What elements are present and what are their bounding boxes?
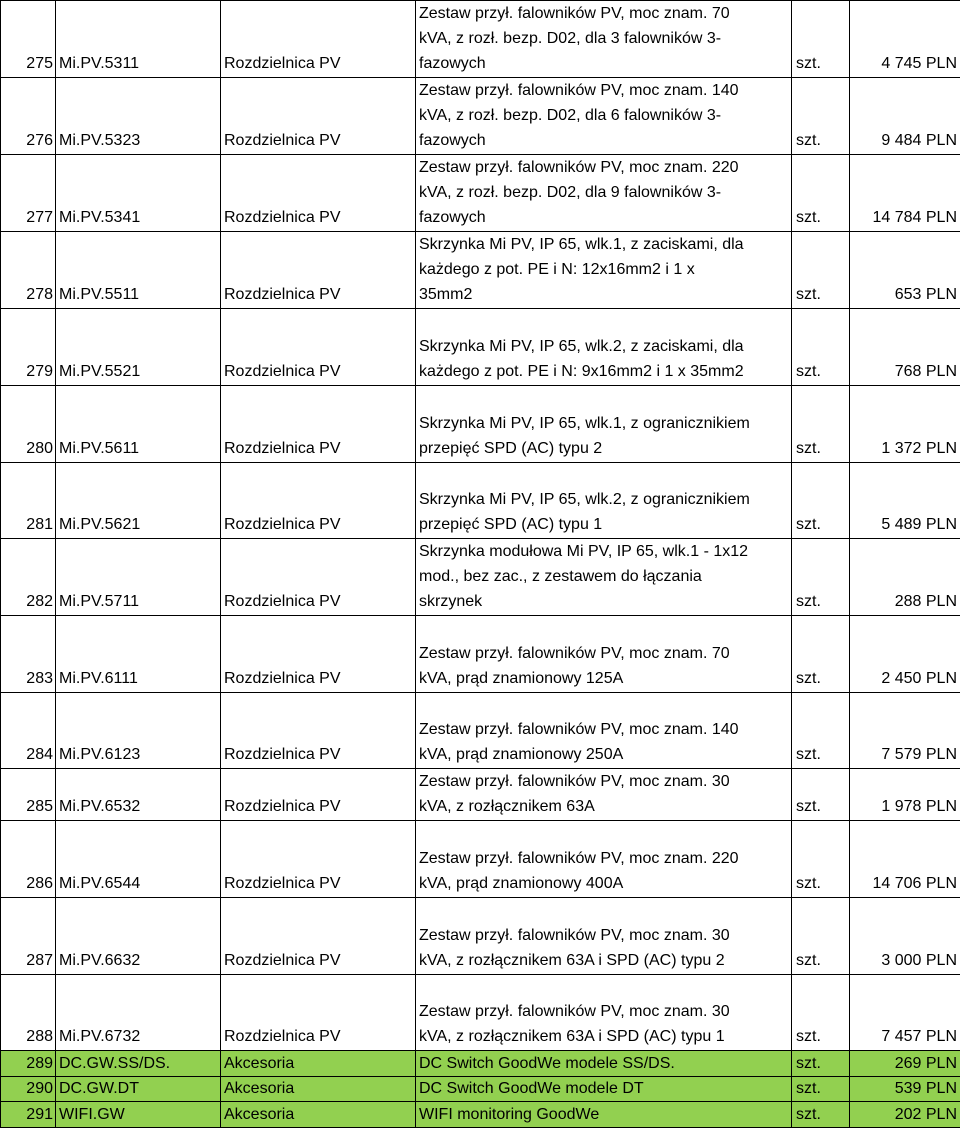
table-row <box>1 309 960 386</box>
table-row <box>1 539 960 616</box>
unit-cell: szt. <box>792 1 850 78</box>
table-row <box>1 1 960 78</box>
row-number-cell: 291 <box>1 1102 56 1128</box>
unit-cell: szt. <box>792 539 850 616</box>
description-cell: Zestaw przył. falowników PV, moc znam. 140 kVA, prąd znamionowy 250A <box>416 693 792 769</box>
description-cell: Skrzynka Mi PV, IP 65, wlk.1, z zaciskami, dla każdego z pot. PE i N: 12x16mm2 i 1 x 35mm2 <box>416 232 792 309</box>
product-code-cell: Mi.PV.6111 <box>56 616 221 693</box>
row-number-cell: 279 <box>1 309 56 386</box>
unit-cell: szt. <box>792 1051 850 1077</box>
row-number-cell: 286 <box>1 821 56 898</box>
price-cell: 768 PLN <box>850 309 960 386</box>
product-code-cell: DC.GW.DT <box>56 1077 221 1102</box>
description-cell: Zestaw przył. falowników PV, moc znam. 30 kVA, z rozłącznikem 63A i SPD (AC) typu 2 <box>416 898 792 975</box>
table-row <box>1 693 960 769</box>
description-cell: Zestaw przył. falowników PV, moc znam. 30 kVA, z rozłącznikem 63A <box>416 769 792 821</box>
category-cell: Rozdzielnica PV <box>221 693 416 769</box>
description-cell: Skrzynka Mi PV, IP 65, wlk.2, z zaciskami, dla każdego z pot. PE i N: 9x16mm2 i 1 x 35mm2 <box>416 309 792 386</box>
row-number-cell: 285 <box>1 769 56 821</box>
category-cell: Rozdzielnica PV <box>221 975 416 1051</box>
category-cell: Rozdzielnica PV <box>221 232 416 309</box>
category-cell: Akcesoria <box>221 1051 416 1077</box>
unit-cell: szt. <box>792 155 850 232</box>
table-row <box>1 769 960 821</box>
row-number-cell: 278 <box>1 232 56 309</box>
row-number-cell: 287 <box>1 898 56 975</box>
table-row <box>1 975 960 1051</box>
price-cell: 3 000 PLN <box>850 898 960 975</box>
product-code-cell: Mi.PV.5323 <box>56 78 221 155</box>
price-cell: 1 372 PLN <box>850 386 960 463</box>
unit-cell: szt. <box>792 463 850 539</box>
product-code-cell: Mi.PV.5611 <box>56 386 221 463</box>
category-cell: Rozdzielnica PV <box>221 821 416 898</box>
description-cell: DC Switch GoodWe modele DT <box>416 1077 792 1102</box>
row-number-cell: 283 <box>1 616 56 693</box>
description-cell: Zestaw przył. falowników PV, moc znam. 220 kVA, prąd znamionowy 400A <box>416 821 792 898</box>
category-cell: Rozdzielnica PV <box>221 155 416 232</box>
unit-cell: szt. <box>792 232 850 309</box>
row-number-cell: 288 <box>1 975 56 1051</box>
row-number-cell: 289 <box>1 1051 56 1077</box>
table-body <box>1 1 960 1128</box>
table-row <box>1 821 960 898</box>
category-cell: Rozdzielnica PV <box>221 463 416 539</box>
unit-cell: szt. <box>792 309 850 386</box>
table-row <box>1 616 960 693</box>
table-row <box>1 1102 960 1128</box>
price-cell: 14 784 PLN <box>850 155 960 232</box>
category-cell: Akcesoria <box>221 1102 416 1128</box>
description-cell: Skrzynka modułowa Mi PV, IP 65, wlk.1 - 1x12 mod., bez zac., z zestawem do łączania skrzynek <box>416 539 792 616</box>
price-cell: 7 457 PLN <box>850 975 960 1051</box>
row-number-cell: 282 <box>1 539 56 616</box>
row-number-cell: 280 <box>1 386 56 463</box>
table-row <box>1 1051 960 1077</box>
table-row <box>1 1077 960 1102</box>
description-cell: Skrzynka Mi PV, IP 65, wlk.2, z ogranicznikiem przepięć SPD (AC) typu 1 <box>416 463 792 539</box>
product-code-cell: Mi.PV.6532 <box>56 769 221 821</box>
product-code-cell: Mi.PV.5341 <box>56 155 221 232</box>
price-cell: 2 450 PLN <box>850 616 960 693</box>
row-number-cell: 277 <box>1 155 56 232</box>
price-cell: 7 579 PLN <box>850 693 960 769</box>
product-code-cell: Mi.PV.6732 <box>56 975 221 1051</box>
category-cell: Rozdzielnica PV <box>221 309 416 386</box>
unit-cell: szt. <box>792 1102 850 1128</box>
description-cell: Zestaw przył. falowników PV, moc znam. 140 kVA, z rozł. bezp. D02, dla 6 falowników 3- fazowych <box>416 78 792 155</box>
row-number-cell: 275 <box>1 1 56 78</box>
product-code-cell: WIFI.GW <box>56 1102 221 1128</box>
row-number-cell: 281 <box>1 463 56 539</box>
product-code-cell: Mi.PV.5621 <box>56 463 221 539</box>
unit-cell: szt. <box>792 898 850 975</box>
unit-cell: szt. <box>792 975 850 1051</box>
category-cell: Rozdzielnica PV <box>221 616 416 693</box>
product-code-cell: Mi.PV.6632 <box>56 898 221 975</box>
product-code-cell: Mi.PV.6123 <box>56 693 221 769</box>
description-cell: Zestaw przył. falowników PV, moc znam. 30 kVA, z rozłącznikem 63A i SPD (AC) typu 1 <box>416 975 792 1051</box>
product-code-cell: Mi.PV.6544 <box>56 821 221 898</box>
price-cell: 9 484 PLN <box>850 78 960 155</box>
product-code-cell: Mi.PV.5711 <box>56 539 221 616</box>
product-code-cell: DC.GW.SS/DS. <box>56 1051 221 1077</box>
description-cell: Zestaw przył. falowników PV, moc znam. 70 kVA, prąd znamionowy 125A <box>416 616 792 693</box>
product-code-cell: Mi.PV.5311 <box>56 1 221 78</box>
table-row <box>1 463 960 539</box>
unit-cell: szt. <box>792 693 850 769</box>
price-cell: 4 745 PLN <box>850 1 960 78</box>
category-cell: Rozdzielnica PV <box>221 1 416 78</box>
price-cell: 653 PLN <box>850 232 960 309</box>
table-row <box>1 78 960 155</box>
unit-cell: szt. <box>792 1077 850 1102</box>
product-code-cell: Mi.PV.5521 <box>56 309 221 386</box>
table-row <box>1 155 960 232</box>
description-cell: DC Switch GoodWe modele SS/DS. <box>416 1051 792 1077</box>
price-cell: 202 PLN <box>850 1102 960 1128</box>
description-cell: WIFI monitoring GoodWe <box>416 1102 792 1128</box>
category-cell: Rozdzielnica PV <box>221 539 416 616</box>
category-cell: Rozdzielnica PV <box>221 769 416 821</box>
category-cell: Rozdzielnica PV <box>221 386 416 463</box>
unit-cell: szt. <box>792 616 850 693</box>
price-cell: 269 PLN <box>850 1051 960 1077</box>
price-cell: 14 706 PLN <box>850 821 960 898</box>
table-row <box>1 232 960 309</box>
table-row <box>1 386 960 463</box>
row-number-cell: 290 <box>1 1077 56 1102</box>
price-cell: 539 PLN <box>850 1077 960 1102</box>
unit-cell: szt. <box>792 78 850 155</box>
description-cell: Zestaw przył. falowników PV, moc znam. 220 kVA, z rozł. bezp. D02, dla 9 falowników 3- fazowych <box>416 155 792 232</box>
category-cell: Rozdzielnica PV <box>221 78 416 155</box>
price-cell: 288 PLN <box>850 539 960 616</box>
table-row <box>1 898 960 975</box>
unit-cell: szt. <box>792 821 850 898</box>
row-number-cell: 276 <box>1 78 56 155</box>
product-code-cell: Mi.PV.5511 <box>56 232 221 309</box>
category-cell: Rozdzielnica PV <box>221 898 416 975</box>
unit-cell: szt. <box>792 386 850 463</box>
description-cell: Skrzynka Mi PV, IP 65, wlk.1, z ogranicznikiem przepięć SPD (AC) typu 2 <box>416 386 792 463</box>
row-number-cell: 284 <box>1 693 56 769</box>
unit-cell: szt. <box>792 769 850 821</box>
description-cell: Zestaw przył. falowników PV, moc znam. 70 kVA, z rozł. bezp. D02, dla 3 falowników 3- fazowych <box>416 1 792 78</box>
price-cell: 1 978 PLN <box>850 769 960 821</box>
category-cell: Akcesoria <box>221 1077 416 1102</box>
price-cell: 5 489 PLN <box>850 463 960 539</box>
